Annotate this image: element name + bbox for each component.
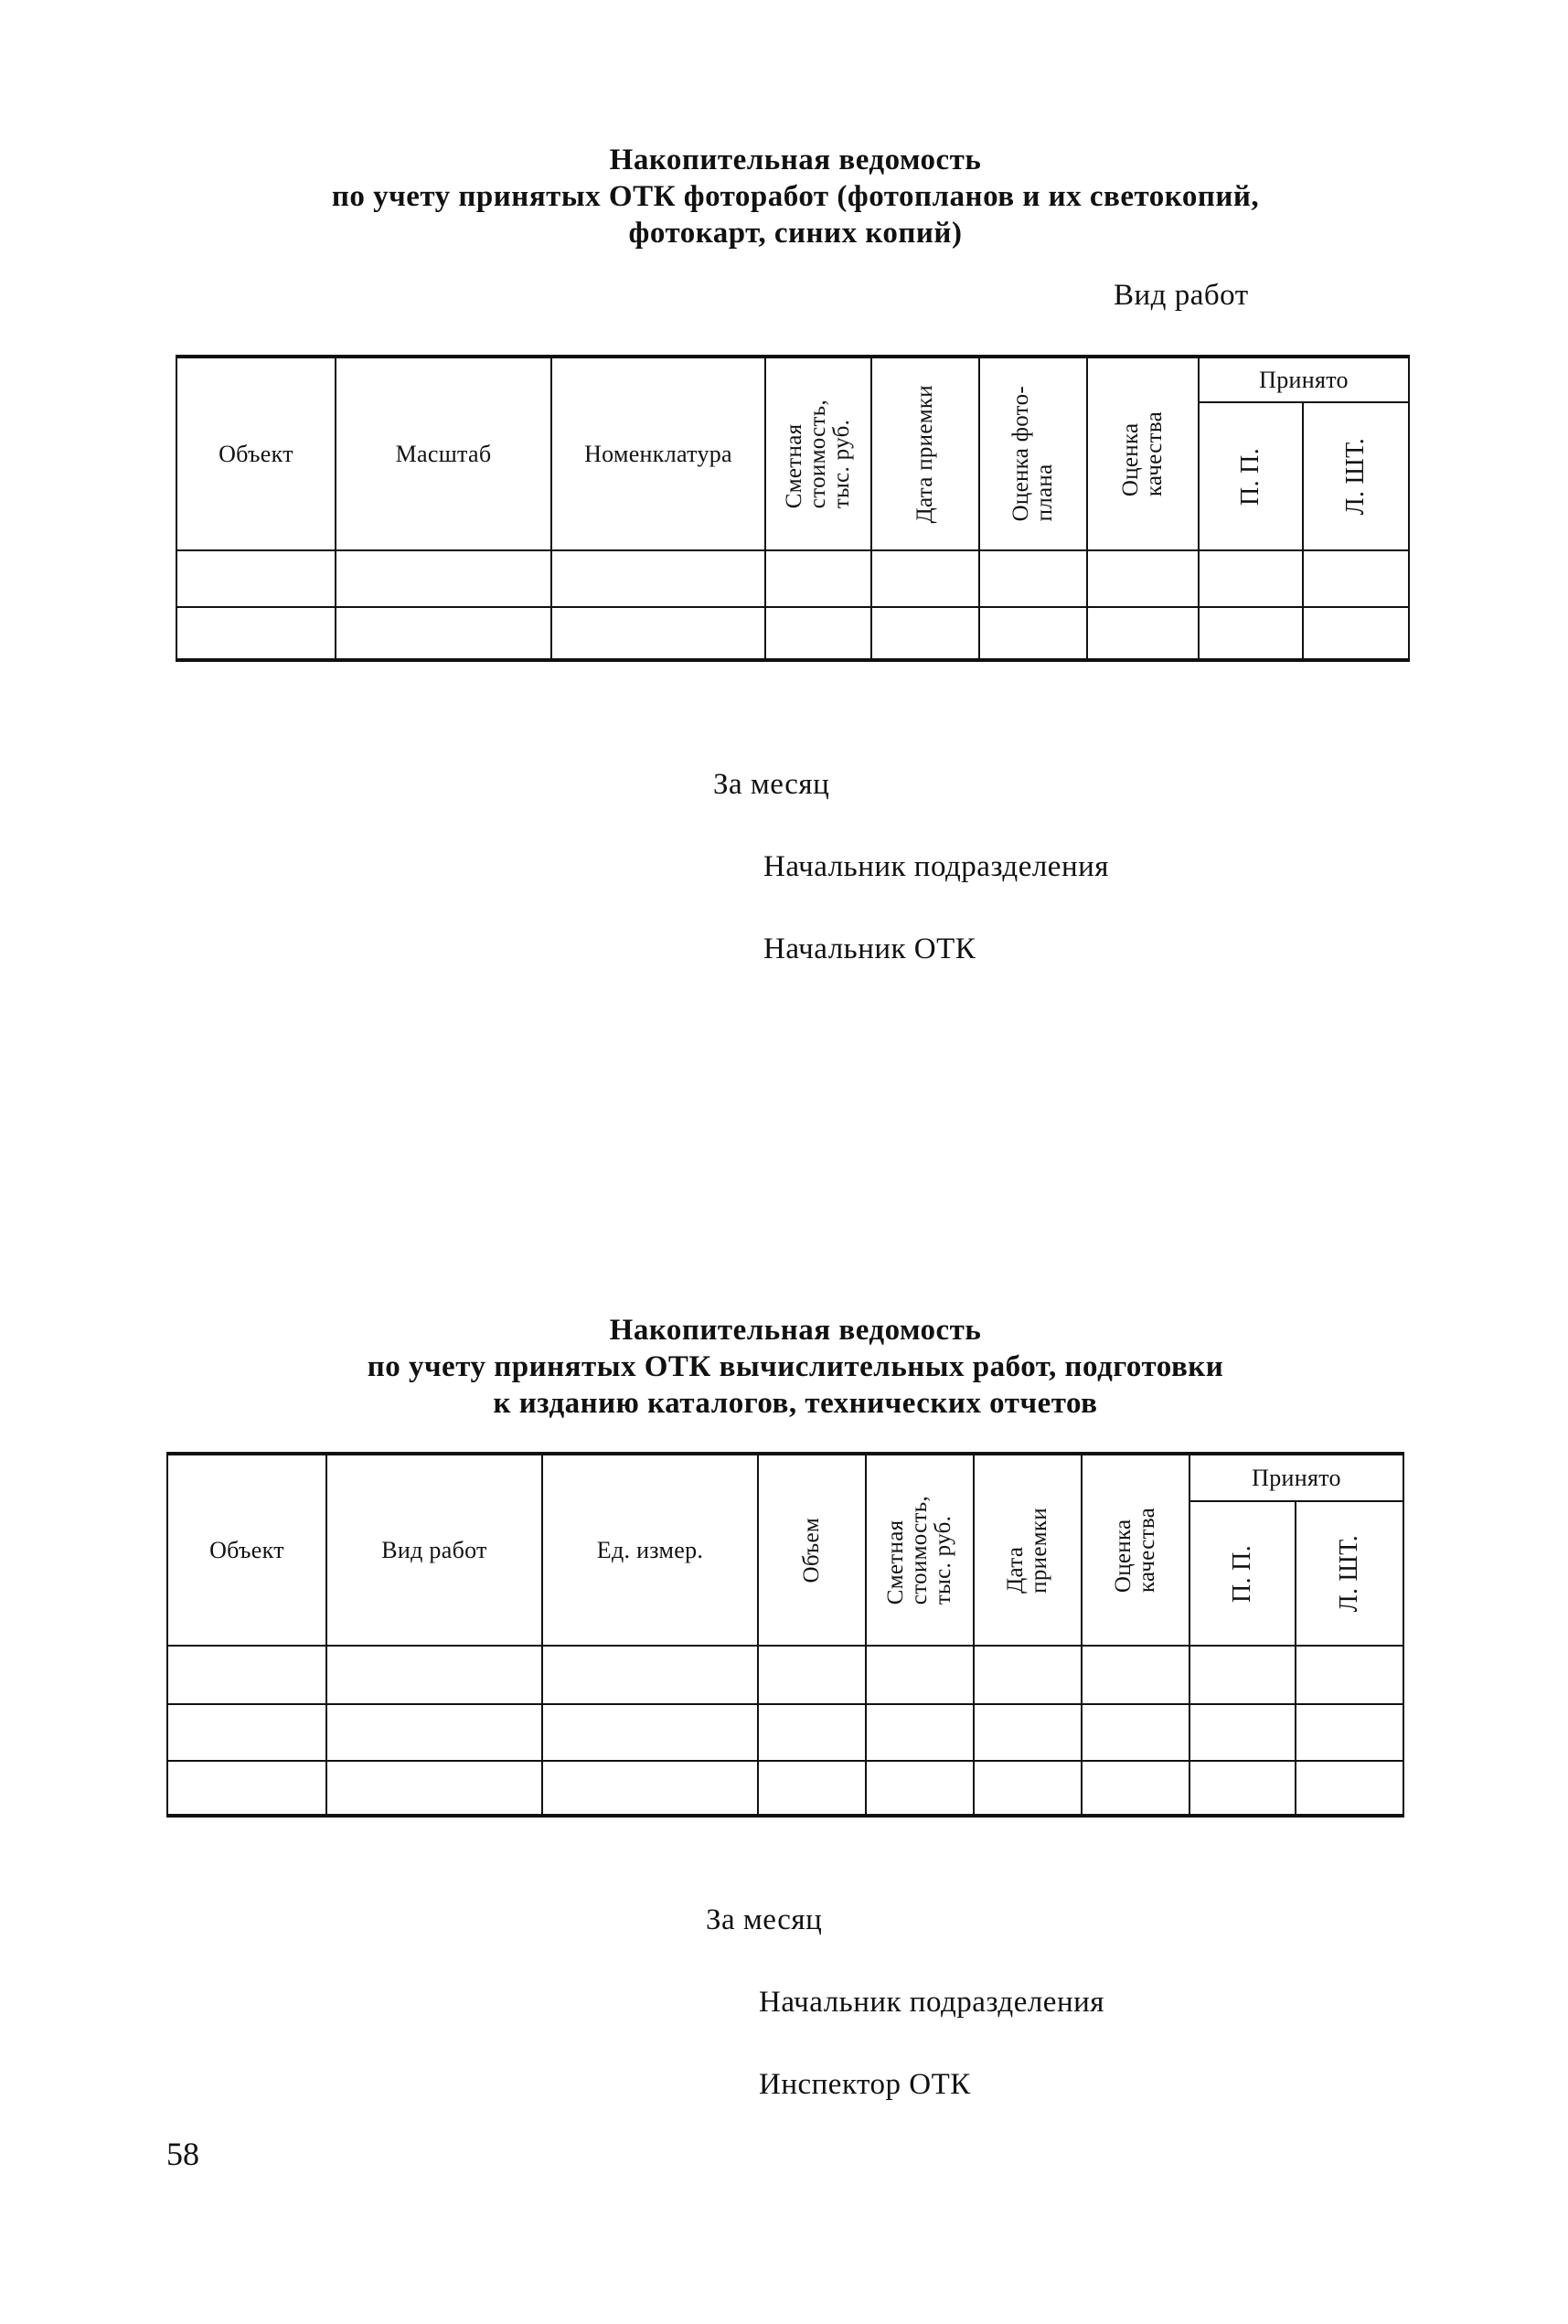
table2-header-object: Объект [167, 1454, 326, 1646]
table1-otk-label: Начальник ОТК [763, 933, 976, 965]
table2-header-unit: Ед. измер. [542, 1454, 758, 1646]
table2-header-lsht-text: Л. ШТ. [1335, 1534, 1363, 1613]
table2-cell [167, 1646, 326, 1704]
table2-title-line2: по учету принятых ОТК вычислительных работ, подготовки [367, 1350, 1224, 1383]
table2-cell [758, 1761, 866, 1816]
table2-cell [1082, 1646, 1189, 1704]
table1-header-quality-rating-text: Оценка качества [1118, 410, 1167, 497]
table2-cell [167, 1761, 326, 1816]
table2-cell [1189, 1761, 1296, 1816]
table1-work-type-label: Вид работ [1114, 279, 1249, 312]
table1-title-line1: Накопительная ведомость [609, 144, 982, 176]
table1-cell [176, 607, 336, 660]
table2-header-work-type: Вид работ [326, 1454, 542, 1646]
table1-cell [551, 550, 765, 607]
table1-header-pp [1199, 402, 1303, 550]
table2-title [265, 1312, 1326, 1422]
table2-header-acceptance-date [974, 1454, 1082, 1646]
table2-cell [1296, 1704, 1403, 1761]
table2-cell [758, 1704, 866, 1761]
table2-cell [866, 1704, 974, 1761]
table1-cell [336, 607, 551, 660]
table2-header-pp [1189, 1501, 1296, 1646]
table1-cell [336, 550, 551, 607]
table1-cell [1087, 607, 1199, 660]
table2-cell [758, 1646, 866, 1704]
table2-cell [1296, 1646, 1403, 1704]
table1-header-accepted: Принято [1199, 357, 1409, 402]
table1-cell [979, 550, 1087, 607]
table2-head-label: Начальник подразделения [759, 1986, 1104, 2019]
table1-header-photoplan-rating-text: Оценка фото- плана [1008, 386, 1057, 522]
table2-cell [542, 1761, 758, 1816]
table1-cell [979, 607, 1087, 660]
table2-cell [1082, 1704, 1189, 1761]
table1-header-acceptance-date-text: Дата приемки [912, 384, 937, 524]
table1-header-pp-text: П. П. [1236, 447, 1264, 506]
table1-header-lsht-text: Л. ШТ. [1341, 437, 1370, 516]
table2-title-line1: Накопительная ведомость [609, 1314, 982, 1347]
table2-month-label: За месяц [706, 1903, 823, 1936]
table1-header-scale: Масштаб [336, 357, 551, 550]
table2-cell [974, 1646, 1082, 1704]
table2-cell [542, 1704, 758, 1761]
table-row [167, 1761, 1403, 1816]
table1-header-acceptance-date [871, 357, 979, 550]
table2 [166, 1452, 1404, 1818]
table2-inspector-label: Инспектор ОТК [759, 2068, 971, 2101]
table2-cell [1189, 1646, 1296, 1704]
table1-header-cost-text: Сметная стоимость, тыс. руб. [782, 399, 854, 509]
table-row [167, 1646, 1403, 1704]
table1-header-quality-rating [1087, 357, 1199, 550]
table1-cell [765, 550, 871, 607]
table2-header-quality-rating-text: Оценка качества [1111, 1507, 1159, 1594]
table1-title-line2: по учету принятых ОТК фоторабот (фотопланов и их светокопий, [331, 180, 1260, 213]
table1 [176, 355, 1410, 662]
table1-header-lsht [1303, 402, 1409, 550]
table1-cell [871, 550, 979, 607]
table1-cell [871, 607, 979, 660]
table-row [176, 550, 1409, 607]
table-row [167, 1704, 1403, 1761]
table1-month-label: За месяц [713, 768, 830, 801]
table2-title-line3: к изданию каталогов, технических отчетов [493, 1387, 1098, 1420]
table2-cell [1189, 1704, 1296, 1761]
table2-cell [866, 1646, 974, 1704]
table2-cell [866, 1761, 974, 1816]
table2-header-accepted: Принято [1189, 1454, 1403, 1501]
table1-title-line3: фотокарт, синих копий) [628, 217, 963, 250]
table2-cell [326, 1704, 542, 1761]
table1-header-object: Объект [176, 357, 336, 550]
table1-header-nomenclature: Номенклатура [551, 357, 765, 550]
table2-cell [542, 1646, 758, 1704]
table2-header-pp-text: П. П. [1228, 1544, 1256, 1603]
table2-cell [1296, 1761, 1403, 1816]
table2-header-volume [758, 1454, 866, 1646]
table1-head-label: Начальник подразделения [763, 850, 1109, 883]
table1-title [265, 142, 1326, 251]
table2-cell [974, 1761, 1082, 1816]
table1-cell [176, 550, 336, 607]
table1-header [176, 357, 1409, 550]
page-number: 58 [166, 2136, 199, 2172]
table2-header-volume-text: Объем [799, 1517, 824, 1583]
table1-cell [1087, 550, 1199, 607]
table1-cell [1199, 550, 1303, 607]
table1-cell [1303, 550, 1409, 607]
table2-cell [326, 1761, 542, 1816]
table1-header-photoplan-rating [979, 357, 1087, 550]
table2-cell [974, 1704, 1082, 1761]
table2-header-quality-rating [1082, 1454, 1189, 1646]
table2-cell [326, 1646, 542, 1704]
table1-cell [765, 607, 871, 660]
table1-cell [1303, 607, 1409, 660]
table2-header-cost [866, 1454, 974, 1646]
table2-header-lsht [1296, 1501, 1403, 1646]
table1-header-cost [765, 357, 871, 550]
table-row [176, 607, 1409, 660]
table2-header-cost-text: Сметная стоимость, тыс. руб. [883, 1495, 955, 1605]
table1-cell [1199, 607, 1303, 660]
table2-header [167, 1454, 1403, 1646]
table1-cell [551, 607, 765, 660]
table2-header-acceptance-date-text: Дата приемки [1003, 1507, 1051, 1594]
table2-cell [1082, 1761, 1189, 1816]
table2-cell [167, 1704, 326, 1761]
